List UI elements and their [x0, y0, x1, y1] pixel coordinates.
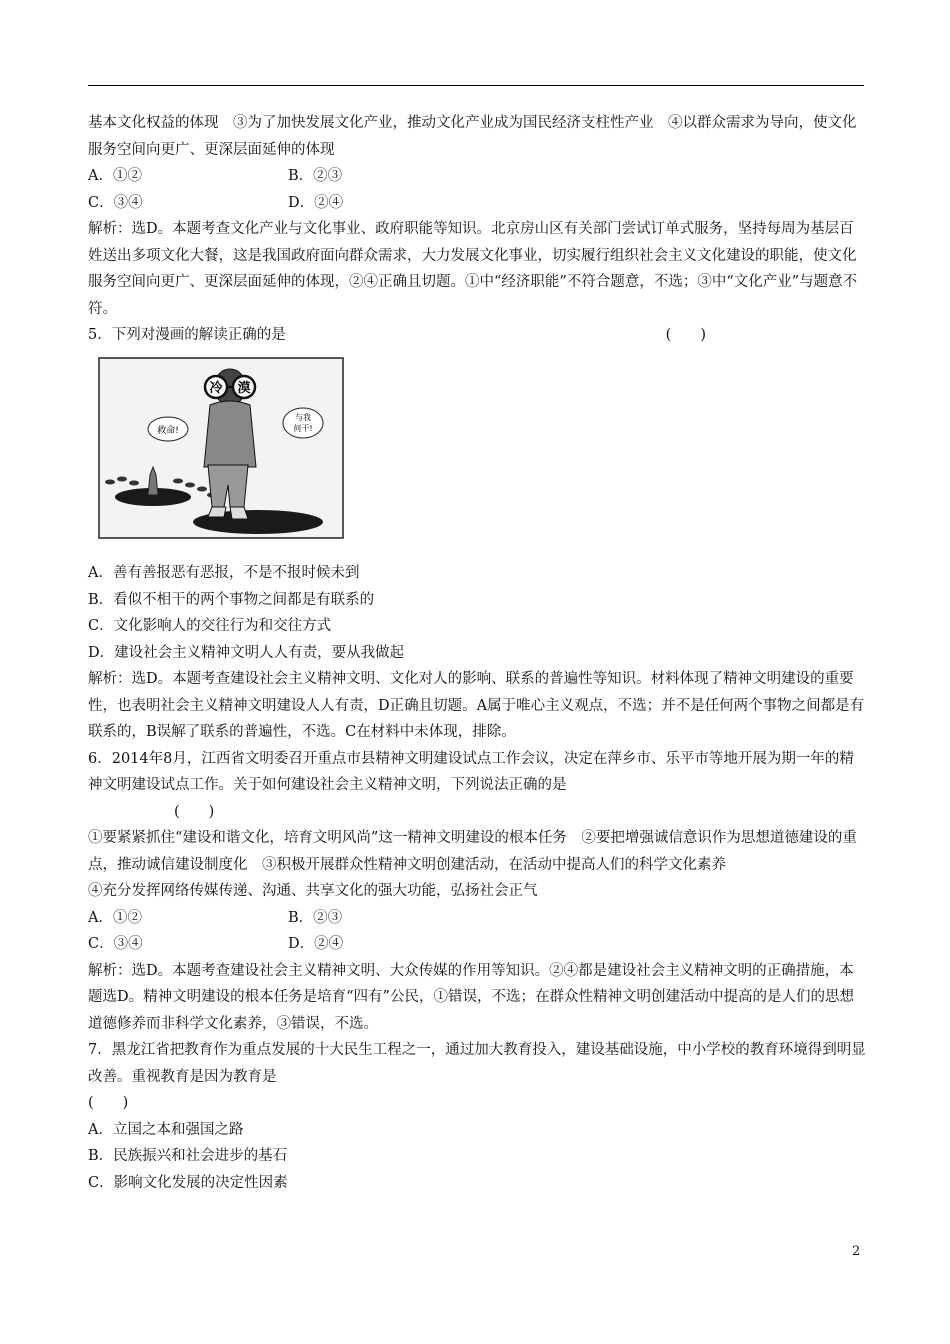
q6-stem: 6．2014年8月，江西省文明委召开重点市县精神文明建设试点工作会议，决定在萍乡市、乐平市等地开展为期一年的精神文明建设试点工作。关于如何建设社会主义精神文明，下列说法正确的是: [88, 750, 854, 793]
q4-continuation: 基本文化权益的体现 ③为了加快发展文化产业，推动文化产业成为国民经济支柱性产业 ④以群众需求为导向，使文化服务空间向更广、更深层面延伸的体现: [88, 115, 857, 158]
q7-option-b[interactable]: B．民族振兴和社会进步的基石: [88, 1148, 288, 1164]
q6-items-1: ①要紧紧抓住“建设和谐文化，培育文明风尚”这一精神文明建设的根本任务 ②要把增强诚信意识作为思想道德建设的重点，推动诚信建设制度化 ③积极开展群众性精神文明创建活动，在活动中提高人们的科学文化素养: [88, 830, 857, 873]
q5-stem: 5．下列对漫画的解读正确的是: [88, 327, 286, 343]
q6-option-d[interactable]: D．②④: [288, 936, 344, 952]
q6-analysis: 解析：选D。本题考查建设社会主义精神文明、大众传媒的作用等知识。②④都是建设社会主义精神文明的正确措施，本题选D。精神文明建设的根本任务是培育“四有”公民，①错误，不选；在群众性精神文明创建活动中提高的是人们的思想道德修养而非科学文化素养，③错误，不选。: [88, 962, 854, 1032]
q5-stem-row: [88, 322, 866, 349]
q4-option-b[interactable]: B．②③: [288, 168, 343, 184]
q5-option-c[interactable]: C．文化影响人的交往行为和交往方式: [88, 618, 332, 634]
lens-right-text: 漠: [237, 380, 251, 396]
q4-option-a[interactable]: A．①②: [88, 168, 142, 184]
q5-option-b[interactable]: B．看似不相干的两个事物之间都是有联系的: [88, 591, 375, 608]
q6-items-2: ④充分发挥网络传媒传递、沟通、共享文化的强大功能，弘扬社会正气: [88, 883, 538, 899]
header-rule: [88, 85, 864, 86]
page-content: [88, 110, 866, 1196]
page-number: 2: [852, 1244, 861, 1259]
q5-analysis: 解析：选D。本题考查建设社会主义精神文明、文化对人的影响、联系的普遍性等知识。材料体现了精神文明建设的重要性，也表明社会主义精神文明建设人人有责，D正确且切题。A属于唯心主义观点，不选；并不是任何两个事物之间都是有联系的，B误解了联系的普遍性，不选。C在材料中未体现，排除。: [88, 671, 865, 740]
q4-analysis: 解析：选D。本题考查文化产业与文化事业、政府职能等知识。北京房山区有关部门尝试订单式服务，坚持每周为基层百姓送出多项文化大餐，这是我国政府面向群众需求，大力发展文化事业，切实履行组织社会主义文化建设的职能，使文化服务空间向更广、更深层面延伸的体现，②④正确且切题。①中“经济职能”不符合题意，不选；③中“文化产业”与题意不符。: [88, 221, 858, 317]
q5-option-a[interactable]: A．善有善报恶有恶报，不是不报时候未到: [88, 565, 360, 581]
q6-option-a[interactable]: A．①②: [88, 909, 142, 926]
q6-option-c[interactable]: C．③④: [88, 936, 143, 952]
bubble-right-text-1: 与我: [295, 412, 311, 422]
q4-option-d[interactable]: D．②④: [288, 194, 344, 211]
q7-option-a[interactable]: A．立国之本和强国之路: [88, 1121, 244, 1138]
q4-option-c[interactable]: C．③④: [88, 194, 143, 211]
q5-answer-paren[interactable]: ( ): [665, 327, 706, 343]
q6-options-row-1: [88, 905, 866, 932]
q6-options-row-2: [88, 931, 866, 958]
q4-options-row-1: [88, 163, 866, 190]
bubble-left-text: 救命!: [157, 425, 179, 436]
q5-option-d[interactable]: D．建设社会主义精神文明人人有责，要从我做起: [88, 644, 405, 661]
q6-option-b[interactable]: B．②③: [288, 909, 343, 926]
q7-stem: 7．黑龙江省把教育作为重点发展的十大民生工程之一，通过加大教育投入，建设基础设施，中小学校的教育环境得到明显改善。重视教育是因为教育是: [88, 1042, 866, 1085]
cartoon-illustration: [98, 357, 344, 539]
q4-options-row-2: [88, 190, 866, 217]
bubble-right-text-2: 何干!: [293, 423, 313, 433]
q7-answer-paren[interactable]: ( ): [88, 1095, 129, 1111]
q7-option-c[interactable]: C．影响文化发展的决定性因素: [88, 1174, 288, 1191]
q6-answer-paren[interactable]: ( ): [174, 803, 215, 820]
lens-left-text: 冷: [209, 380, 223, 396]
